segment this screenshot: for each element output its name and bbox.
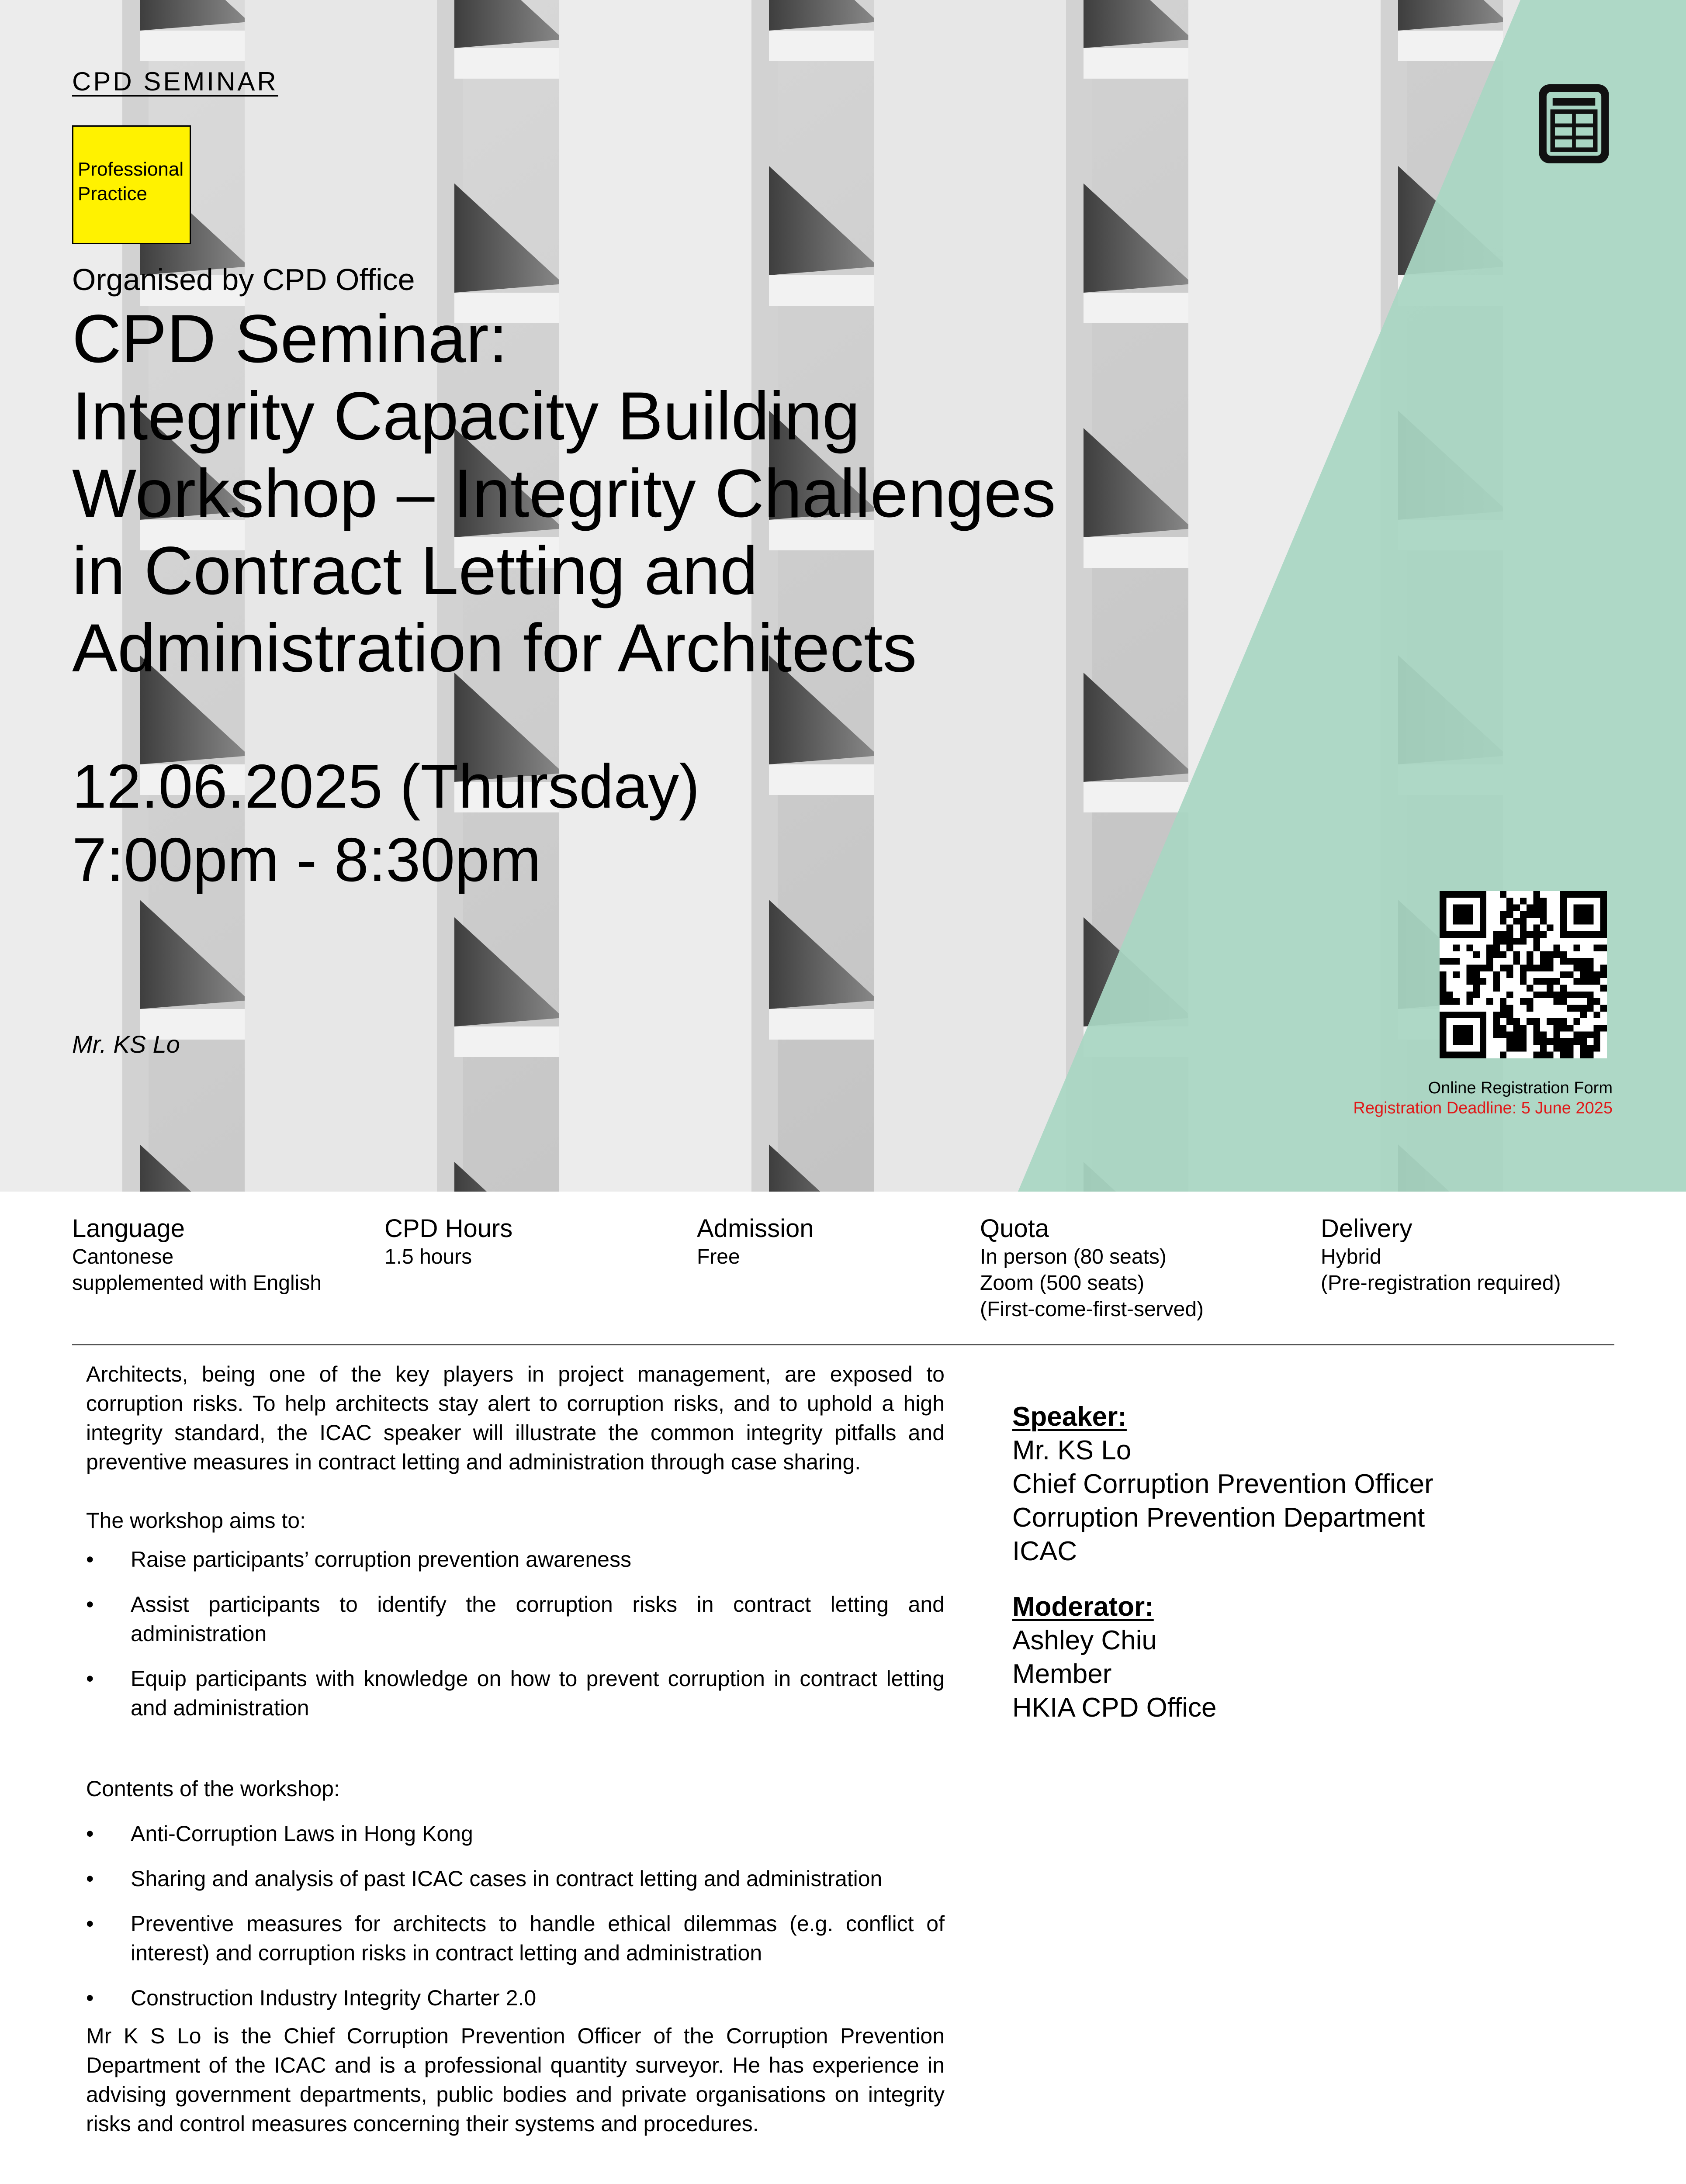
description-column xyxy=(86,1360,945,2139)
list-item: • Construction Industry Integrity Charter 2.0 xyxy=(86,1984,945,2013)
info-label: CPD Hours xyxy=(384,1214,513,1243)
series-label: CPD SEMINAR xyxy=(72,67,278,96)
title-line: Administration for Architects xyxy=(72,610,917,686)
speaker-line: Mr. KS Lo xyxy=(1012,1435,1132,1465)
list-item: • Assist participants to identify the corruption risks in contract letting and administration xyxy=(86,1590,945,1648)
speaker-line: Corruption Prevention Department xyxy=(1012,1503,1425,1533)
category-badge: Professional Practice xyxy=(72,125,191,244)
info-value: Hybrid xyxy=(1321,1245,1381,1268)
hero-speaker-name: Mr. KS Lo xyxy=(72,1030,180,1058)
info-value: supplemented with English xyxy=(72,1272,322,1295)
moderator-line: HKIA CPD Office xyxy=(1012,1693,1217,1723)
info-label: Delivery xyxy=(1321,1214,1413,1243)
aims-list xyxy=(86,1545,945,1723)
info-admission xyxy=(697,1213,814,1270)
people-column xyxy=(1012,1400,1624,1724)
event-time: 7:00pm - 8:30pm xyxy=(72,825,541,895)
organiser-line: Organised by CPD Office xyxy=(72,263,415,297)
info-delivery xyxy=(1321,1213,1561,1296)
event-date: 12.06.2025 (Thursday) xyxy=(72,752,700,821)
info-value: Zoom (500 seats) xyxy=(980,1272,1145,1295)
info-value: (First-come-first-served) xyxy=(980,1298,1204,1321)
title-line: in Contract Letting and xyxy=(72,533,758,609)
intro-paragraph: Architects, being one of the key players in project management, are exposed to corruption risks. To help architects stay alert to corruption risks, and to uphold a high integrity standard, the ICAC speaker will illustrate the common integrity pitfalls and preventive measures in contract letting and administration through case sharing. xyxy=(86,1362,945,1474)
info-label: Admission xyxy=(697,1214,814,1243)
title-line: Integrity Capacity Building xyxy=(72,378,860,454)
divider xyxy=(72,1344,1614,1345)
info-label: Language xyxy=(72,1214,185,1243)
info-value: In person (80 seats) xyxy=(980,1245,1167,1268)
info-label: Quota xyxy=(980,1214,1049,1243)
list-item: • Sharing and analysis of past ICAC cases in contract letting and administration xyxy=(86,1864,945,1894)
title-line: CPD Seminar: xyxy=(72,301,508,377)
event-datetime xyxy=(72,750,700,897)
hkia-seal-logo-icon xyxy=(1536,81,1612,166)
info-value: Free xyxy=(697,1245,740,1268)
aims-heading: The workshop aims to: xyxy=(86,1508,306,1533)
info-language xyxy=(72,1213,322,1296)
registration-qr-code[interactable] xyxy=(1440,891,1607,1058)
moderator-line: Member xyxy=(1012,1659,1112,1689)
moderator-line: Ashley Chiu xyxy=(1012,1625,1157,1655)
qr-caption: Online Registration Form xyxy=(1428,1079,1613,1097)
contents-heading: Contents of the workshop: xyxy=(86,1776,340,1801)
contents-list xyxy=(86,1819,945,2013)
info-cpd-hours xyxy=(384,1213,512,1270)
list-item: • Raise participants’ corruption prevention awareness xyxy=(86,1545,945,1574)
page-title xyxy=(72,301,1208,687)
speaker-line: ICAC xyxy=(1012,1536,1077,1566)
info-quota xyxy=(980,1213,1204,1323)
list-item: • Anti-Corruption Laws in Hong Kong xyxy=(86,1819,945,1849)
moderator-heading: Moderator: xyxy=(1012,1592,1154,1622)
list-item: • Equip participants with knowledge on how to prevent corruption in contract letting and administration xyxy=(86,1664,945,1723)
registration-deadline: Registration Deadline: 5 June 2025 xyxy=(1353,1099,1613,1117)
speaker-line: Chief Corruption Prevention Officer xyxy=(1012,1469,1433,1499)
title-line: Workshop – Integrity Challenges xyxy=(72,456,1056,532)
speaker-heading: Speaker: xyxy=(1012,1402,1127,1432)
list-item: • Preventive measures for architects to handle ethical dilemmas (e.g. conflict of interest) and corruption risks in contract letting and administration xyxy=(86,1909,945,1968)
speaker-bio: Mr K S Lo is the Chief Corruption Prevention Officer of the Corruption Prevention Department of the ICAC and is a professional quantity surveyor. He has experience in advising government departments, public bodies and private organisations on integrity risks and control measures concerning their systems and procedures. xyxy=(86,2024,945,2136)
info-value: Cantonese xyxy=(72,1245,174,1268)
info-value: 1.5 hours xyxy=(384,1245,472,1268)
info-value: (Pre-registration required) xyxy=(1321,1272,1561,1295)
